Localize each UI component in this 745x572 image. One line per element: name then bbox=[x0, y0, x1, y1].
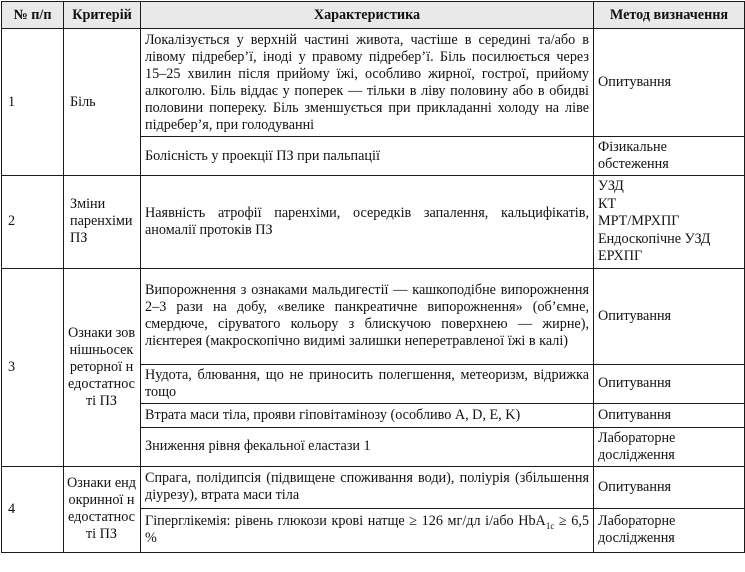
characteristic-cell: Випорожнення з ознаками мальдигестії — кашкоподібне випорожнення 2–3 рази на добу, «велике панкреатичне випорожнення» (об’ємне, смердюче, сіруватого кольору з блискучою поверхнею — жирне), лієнтерея (макроскопічно видимі залишки неперетравленої їжі в калі) bbox=[141, 268, 594, 364]
characteristic-cell: Спрага, полідипсія (підвищене споживання води), поліурія (збільшення діурезу), втрата маси тіла bbox=[141, 466, 594, 508]
row-number: 3 bbox=[2, 268, 64, 466]
table-row bbox=[2, 176, 745, 269]
glycemia-threshold: ≥ 6,5 % bbox=[145, 513, 589, 546]
method-cell: Фізикальне обстеження bbox=[594, 137, 745, 176]
header-characteristic: Характеристика bbox=[141, 2, 594, 29]
method-cell: Лабораторне дослідження bbox=[594, 427, 745, 466]
table-row bbox=[2, 29, 745, 137]
header-no: № п/п bbox=[2, 2, 64, 29]
criterion-cell: Біль bbox=[64, 29, 141, 176]
method-cell bbox=[594, 176, 745, 269]
method-cell: Опитування bbox=[594, 268, 745, 364]
method-cell: Лабораторне дослідження bbox=[594, 508, 745, 552]
table-row bbox=[2, 268, 745, 364]
method-cell: Опитування bbox=[594, 466, 745, 508]
method-item: ЕРХПГ bbox=[598, 248, 643, 264]
method-item: Ендоскопічне УЗД bbox=[598, 230, 711, 247]
row-number: 2 bbox=[2, 176, 64, 269]
characteristic-cell: Болісність у проекції ПЗ при пальпації bbox=[141, 137, 594, 176]
header-method: Метод визначення bbox=[594, 2, 745, 29]
header-criterion: Критерій bbox=[64, 2, 141, 29]
characteristic-cell: Втрата маси тіла, прояви гіповітамінозу (особливо A, D, E, K) bbox=[141, 403, 594, 427]
row-number: 4 bbox=[2, 466, 64, 552]
method-item: УЗД bbox=[598, 178, 624, 194]
row-number: 1 bbox=[2, 29, 64, 176]
characteristic-cell: Локалізується у верхній частині живота, частіше в середині та/або в лівому підребер’ї, іноді у правому підребер’ї. Біль посилюється через 15–25 хвилин після прийому їжі, особливо жирної, гострої, прийому алкоголю. Біль віддає у поперек — тільки в ліву половину або в обидві половини поперeку. Біль зменшується при прикладанні холоду на ліве підребер’я, при голодуванні bbox=[141, 29, 594, 137]
method-item: КТ bbox=[598, 195, 617, 212]
table-row bbox=[2, 466, 745, 508]
method-cell: Опитування bbox=[594, 29, 745, 137]
method-cell: Опитування bbox=[594, 364, 745, 403]
characteristic-cell: Наявність атрофії паренхіми, осередків запалення, кальцифікатів, аномалії протоків ПЗ bbox=[141, 176, 594, 269]
glycemia-text: Гіперглікемія: рівень глюкози крові натще ≥ 126 мг/дл і/або HbA bbox=[145, 513, 546, 529]
criterion-cell: Зміни паренхіми ПЗ bbox=[64, 176, 141, 269]
table-header-row bbox=[2, 2, 745, 29]
characteristic-cell: Зниження рівня фекальної еластази 1 bbox=[141, 427, 594, 466]
criteria-table bbox=[1, 1, 745, 553]
method-cell: Опитування bbox=[594, 403, 745, 427]
criterion-cell: Ознаки ендокринної недостатності ПЗ bbox=[64, 466, 141, 552]
method-item: МРТ/МРХПГ bbox=[598, 213, 680, 229]
criterion-cell: Ознаки зовнішньосекреторної недостатності ПЗ bbox=[64, 268, 141, 466]
characteristic-cell: Нудота, блювання, що не приносить полегшення, метеоризм, відрижка тощо bbox=[141, 364, 594, 403]
characteristic-cell bbox=[141, 508, 594, 552]
hba1c-subscript: 1c bbox=[545, 520, 555, 531]
